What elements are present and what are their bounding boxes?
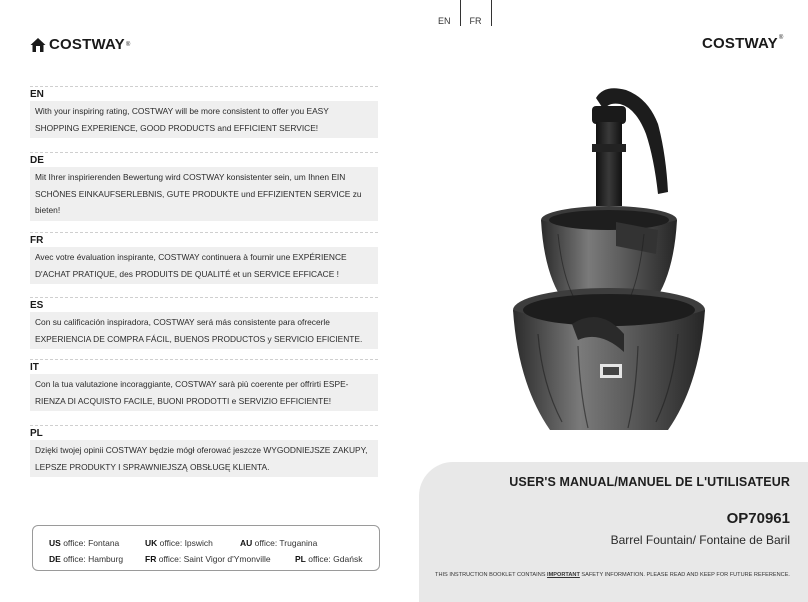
lang-code: ES bbox=[30, 300, 44, 311]
brand-name: COSTWAY bbox=[49, 36, 125, 53]
office-row bbox=[49, 551, 379, 567]
lang-section-pl bbox=[30, 425, 378, 477]
notice-emphasis: IMPORTANT bbox=[547, 572, 580, 578]
office-fr: FR office: Saint Vigor d'Ymonville bbox=[145, 554, 271, 564]
registered-mark: ® bbox=[778, 35, 784, 41]
lang-text: Dzięki twojej opinii COSTWAY będzie mógł oferować jeszcze WYGODNIEJSZE ZAKUPY, LEPSZE PRODUKTY I SPRAWNIEJSZĄ OBSŁUGĘ KLIENTA. bbox=[30, 440, 378, 477]
lang-code: PL bbox=[30, 428, 43, 439]
lang-section-fr bbox=[30, 232, 378, 284]
brand-name: COSTWAY bbox=[702, 35, 778, 52]
office-locations-box bbox=[32, 525, 380, 571]
office-us: US office: Fontana bbox=[49, 538, 120, 548]
lang-section-en bbox=[30, 86, 378, 138]
tab-en[interactable]: EN bbox=[429, 0, 461, 26]
tab-fr[interactable]: FR bbox=[461, 0, 492, 26]
lang-code: IT bbox=[30, 362, 39, 373]
lang-code: DE bbox=[30, 155, 44, 166]
lang-section-it bbox=[30, 359, 378, 411]
lang-code: FR bbox=[30, 235, 44, 246]
lang-text: Avec votre évaluation inspirante, COSTWAY continuera à fournir une EXPÉRIENCE D'ACHAT PRATIQUE, des PRODUITS DE QUALITÉ et un SERVICE EFFICACE ! bbox=[30, 247, 378, 284]
office-row bbox=[49, 535, 379, 551]
lang-code: EN bbox=[30, 89, 44, 100]
brand-logo-right bbox=[702, 35, 783, 53]
safety-notice: THIS INSTRUCTION BOOKLET CONTAINS IMPORTANT SAFETY INFORMATION. PLEASE READ AND KEEP FOR FUTURE REFERENCE. bbox=[435, 572, 790, 578]
right-page bbox=[404, 0, 808, 602]
lang-text: Mit Ihrer inspirierenden Bewertung wird COSTWAY konsistenter sein, um Ihnen EIN SCHÖNES EINKAUFSERLEBNIS, GUTE PRODUKTE und EFFIZIENTEN SERVICE zu bieten! bbox=[30, 167, 378, 221]
brand-logo-left bbox=[30, 36, 130, 53]
product-name: Barrel Fountain/ Fontaine de Baril bbox=[610, 533, 790, 547]
office-de: DE office: Hamburg bbox=[49, 554, 124, 564]
registered-mark: ® bbox=[125, 41, 131, 48]
office-pl: PL office: Gdańsk bbox=[295, 554, 363, 564]
office-au: AU office: Truganina bbox=[240, 538, 318, 548]
lang-text: With your inspiring rating, COSTWAY will be more consistent to offer you EASY SHOPPING EXPERIENCE, GOOD PRODUCTS and EFFICIENT SERVICE! bbox=[30, 101, 378, 138]
office-uk: UK office: Ipswich bbox=[145, 538, 213, 548]
lang-section-es bbox=[30, 297, 378, 349]
model-number: OP70961 bbox=[726, 510, 790, 527]
house-logo-icon bbox=[30, 37, 46, 53]
language-tabs bbox=[429, 0, 492, 26]
barrel-fountain-image bbox=[508, 84, 708, 446]
lang-section-de bbox=[30, 152, 378, 221]
lang-text: Con la tua valutazione incoraggiante, COSTWAY sarà più coerente per offrirti ESPE-RIENZA DI ACQUISTO FACILE, BUONI PRODOTTI e SERVIZIO EFFICIENTE! bbox=[30, 374, 378, 411]
manual-title: USER'S MANUAL/MANUEL DE L'UTILISATEUR bbox=[509, 475, 790, 489]
lang-text: Con su calificación inspiradora, COSTWAY será más consistente para ofrecerle EXPERIENCIA DE COMPRA FÁCIL, BUENOS PRODUCTOS y SERVICIO EFICIENTE. bbox=[30, 312, 378, 349]
